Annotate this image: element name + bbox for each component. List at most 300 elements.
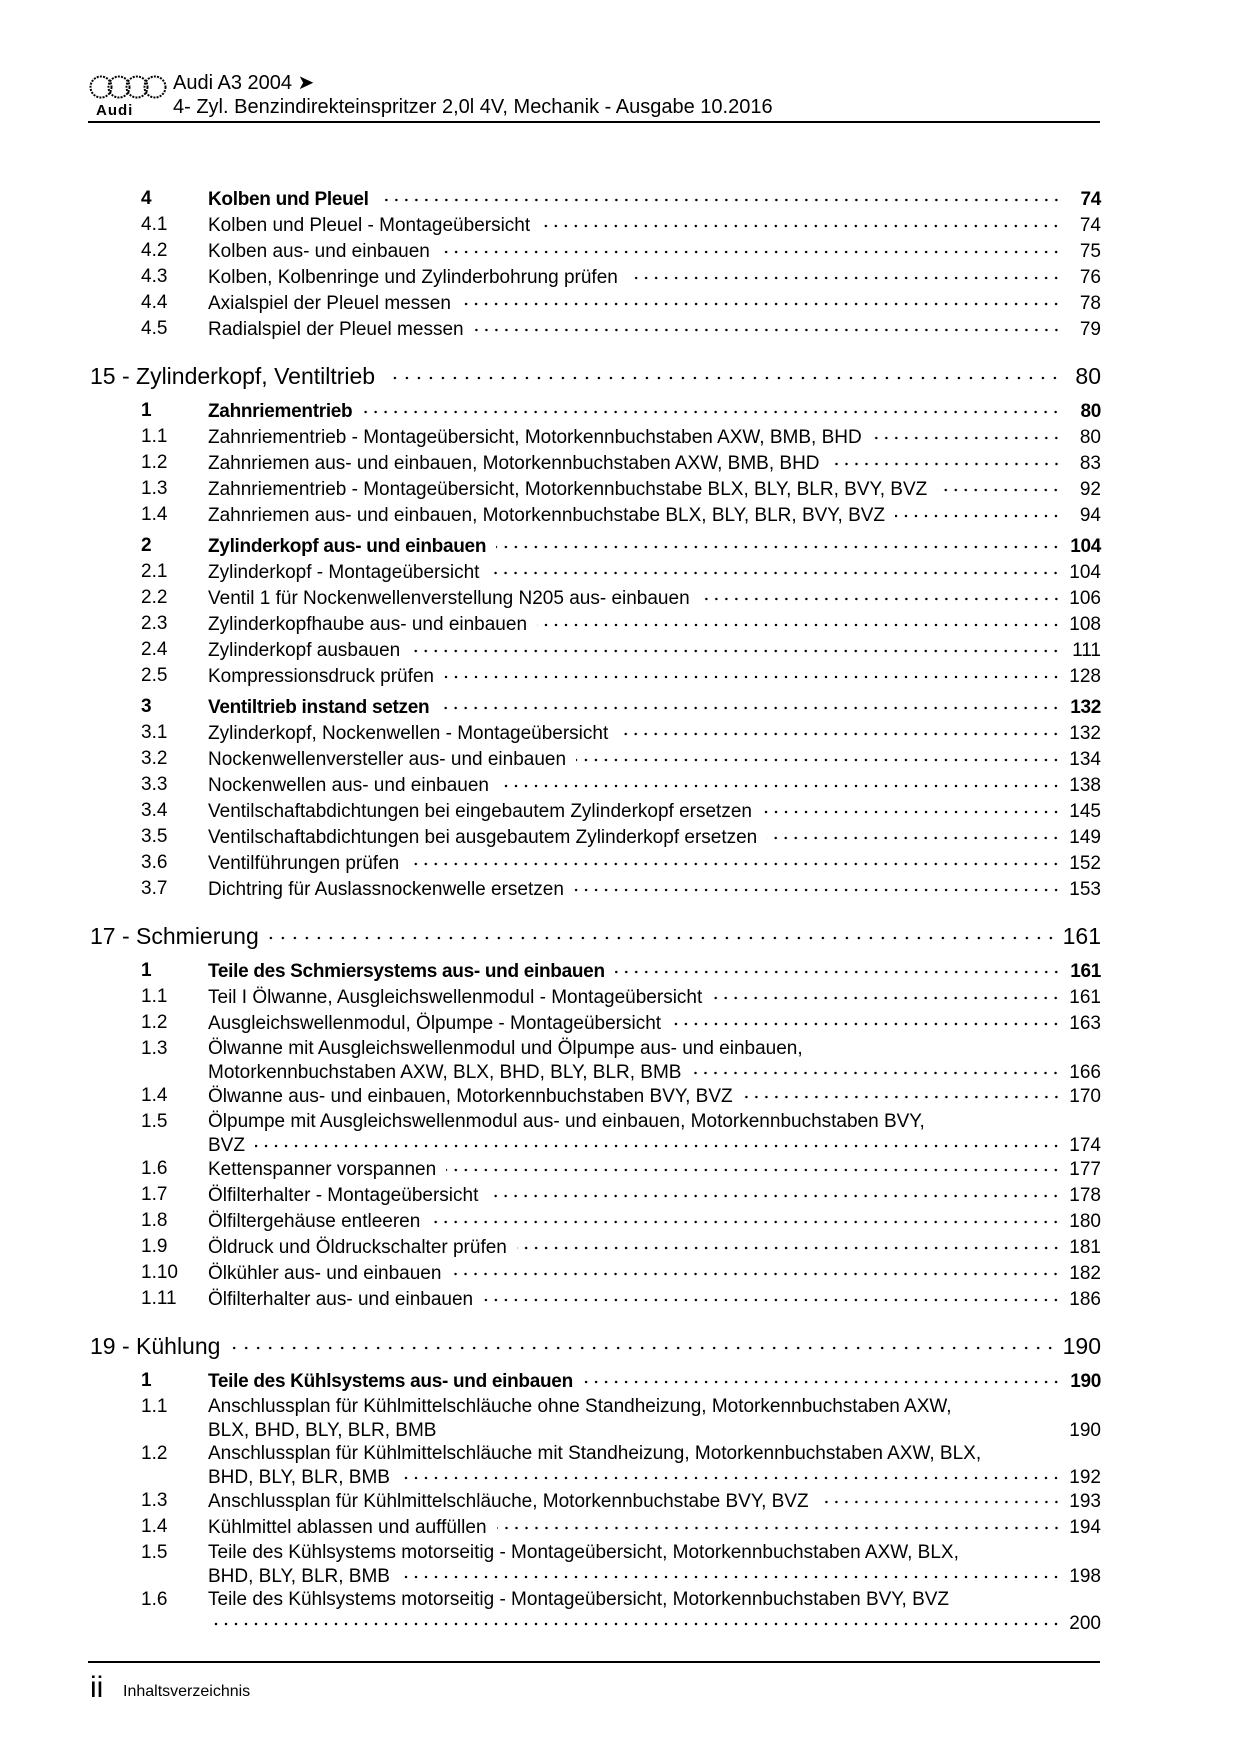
header-divider — [88, 121, 1100, 123]
toc-item[interactable] — [0, 1286, 1240, 1312]
toc-entry-body — [208, 398, 1101, 424]
toc-entry-title: 17 - Schmierung — [90, 923, 259, 949]
toc-page-number: 149 — [1069, 827, 1101, 848]
toc-section[interactable] — [0, 1368, 1240, 1394]
toc-entry-line — [208, 1396, 1101, 1417]
toc-entry-title: Zylinderkopf - Montageübersicht — [208, 562, 480, 583]
toc-entry-number: 1.5 — [141, 1542, 168, 1563]
toc-page-number: 74 — [1080, 189, 1101, 210]
toc-page-number: 145 — [1069, 801, 1101, 822]
toc-entry-line — [208, 984, 1101, 1010]
toc-entry-line — [208, 876, 1101, 902]
dot-leader — [483, 1286, 1061, 1305]
toc-entry-body — [208, 238, 1101, 264]
toc-item[interactable] — [0, 316, 1240, 342]
toc-entry-line — [208, 476, 1101, 502]
toc-entry-line — [90, 1330, 1101, 1363]
toc-entry-line — [208, 1156, 1101, 1182]
toc-item[interactable] — [0, 611, 1240, 637]
toc-entry-body — [208, 1182, 1101, 1208]
dot-leader — [385, 361, 1061, 384]
toc-entry-title: Radialspiel der Pleuel messen — [208, 319, 464, 340]
toc-entry-title: Ventilführungen prüfen — [208, 853, 400, 874]
toc-entry-line — [208, 1368, 1101, 1394]
dot-leader — [446, 1156, 1061, 1175]
toc-entry-line — [208, 424, 1101, 450]
toc-entry-number: 1.4 — [141, 1516, 168, 1537]
toc-entry-line — [208, 1417, 1101, 1441]
toc-entry-title: Nockenwellenversteller aus- und einbauen — [208, 749, 567, 770]
toc-entry-body — [208, 559, 1101, 585]
toc-chapter[interactable] — [0, 1330, 1240, 1363]
toc-entry-number: 4.4 — [141, 292, 168, 313]
toc-entry-body — [208, 984, 1101, 1010]
toc-item[interactable] — [0, 1488, 1240, 1514]
dot-leader — [517, 1234, 1061, 1253]
toc-page-number: 161 — [1069, 987, 1101, 1008]
dot-leader — [446, 1417, 1061, 1436]
toc-entry-line — [208, 1286, 1101, 1312]
toc-page-number: 108 — [1069, 614, 1101, 635]
toc-entry-number: 1.7 — [141, 1184, 168, 1205]
toc-entry-body — [208, 476, 1101, 502]
toc-entry-line — [208, 798, 1101, 824]
toc-entry-title: 19 - Kühlung — [90, 1333, 221, 1359]
toc-entry-body — [208, 1514, 1101, 1540]
model-title: Audi A3 2004 ➤ — [173, 72, 315, 94]
toc-entry-title: Teile des Kühlsystems motorseitig - Montageübersicht, Motorkennbuchstaben BVY, BVZ — [208, 1589, 950, 1610]
toc-entry-number: 2.4 — [141, 639, 168, 660]
toc-entry-title: Ölkühler aus- und einbauen — [208, 1263, 442, 1284]
toc-item[interactable] — [0, 424, 1240, 450]
toc-entry-body — [208, 1234, 1101, 1260]
toc-entry-number: 1 — [141, 400, 152, 421]
toc-page-number: 134 — [1069, 749, 1101, 770]
toc-item[interactable] — [0, 1587, 1240, 1634]
toc-entry-title: Ventilschaftabdichtungen bei eingebautem Zylinderkopf ersetzen — [208, 801, 752, 822]
toc-section[interactable] — [0, 533, 1240, 559]
toc-page-number: 186 — [1069, 1289, 1101, 1310]
toc-item[interactable] — [0, 1514, 1240, 1540]
dot-leader — [496, 533, 1061, 552]
toc-page-number: 152 — [1069, 853, 1101, 874]
toc-entry-line — [208, 720, 1101, 746]
dot-leader — [872, 424, 1061, 443]
toc-entry-body — [208, 876, 1101, 902]
toc-entry-title: Anschlussplan für Kühlmittelschläuche, Motorkennbuchstabe BVY, BVZ — [208, 1491, 809, 1512]
toc-page-number: 200 — [1069, 1613, 1101, 1634]
toc-page-number: 80 — [1080, 401, 1101, 422]
dot-leader — [700, 585, 1061, 604]
toc-chapter[interactable] — [0, 360, 1240, 393]
toc-entry-line — [208, 611, 1101, 637]
toc-entry-body — [208, 1260, 1101, 1286]
toc-entry-body — [208, 585, 1101, 611]
dot-leader — [451, 1260, 1061, 1279]
table-of-contents — [0, 181, 1240, 1634]
toc-entry-number: 3.3 — [141, 774, 168, 795]
dot-leader — [488, 1182, 1061, 1201]
toc-entry-line — [208, 1514, 1101, 1540]
toc-entry-number: 1.9 — [141, 1236, 168, 1257]
toc-entry-title: BLX, BHD, BLY, BLR, BMB — [208, 1420, 437, 1441]
toc-entry-number: 2.2 — [141, 587, 168, 608]
toc-entry-title: Kettenspanner vorspannen — [208, 1159, 437, 1180]
toc-entry-number: 1 — [141, 1370, 152, 1391]
toc-entry-line — [208, 1589, 1101, 1610]
toc-entry-body — [208, 316, 1101, 342]
toc-entry-title: Teile des Schmiersystems aus- und einbauen — [208, 961, 605, 982]
toc-entry-body — [208, 1396, 1101, 1441]
toc-section[interactable] — [0, 398, 1240, 424]
toc-page-number: 192 — [1069, 1467, 1101, 1488]
toc-entry-number: 1.10 — [141, 1262, 178, 1283]
dot-leader — [895, 502, 1061, 521]
toc-entry-body — [208, 1111, 1101, 1156]
toc-page-number: 104 — [1069, 562, 1101, 583]
toc-entry-title: Kolben, Kolbenringe und Zylinderbohrung prüfen — [208, 267, 618, 288]
toc-page-number: 76 — [1079, 267, 1101, 288]
dot-leader — [208, 1610, 1061, 1629]
toc-item[interactable] — [0, 984, 1240, 1010]
toc-item[interactable] — [0, 450, 1240, 476]
toc-page-number: 177 — [1069, 1159, 1101, 1180]
toc-entry-line — [208, 1182, 1101, 1208]
toc-entry-title: Kolben und Pleuel — [208, 189, 369, 210]
toc-entry-line — [208, 585, 1101, 611]
dot-leader — [497, 1514, 1061, 1533]
toc-entry-title: Anschlussplan für Kühlmittelschläuche mit Standheizung, Motorkennbuchstaben AXW, BLX, — [208, 1443, 982, 1464]
toc-entry-number: 3.6 — [141, 852, 168, 873]
toc-entry-title: Nockenwellen aus- und einbauen — [208, 775, 489, 796]
toc-entry-title: Kompressionsdruck prüfen — [208, 666, 434, 687]
toc-page-number: 190 — [1070, 1371, 1101, 1392]
toc-entry-line — [208, 398, 1101, 424]
dot-leader — [937, 476, 1061, 495]
toc-entry-number: 1.6 — [141, 1589, 168, 1610]
dot-leader — [618, 720, 1061, 739]
toc-entry-line — [208, 663, 1101, 689]
toc-page-number: 190 — [1062, 1333, 1101, 1359]
toc-page-number: 163 — [1069, 1013, 1101, 1034]
toc-item[interactable] — [0, 663, 1240, 689]
toc-item[interactable] — [0, 1234, 1240, 1260]
toc-page-number: 94 — [1079, 505, 1101, 526]
toc-entry-line — [208, 1038, 1101, 1059]
toc-entry-line — [208, 1443, 1101, 1464]
toc-page-number: 74 — [1079, 215, 1101, 236]
toc-entry-line — [208, 238, 1101, 264]
footer-label: Inhaltsverzeichnis — [123, 1683, 251, 1700]
toc-entry-number: 1.4 — [141, 1085, 168, 1106]
toc-item[interactable] — [0, 720, 1240, 746]
toc-entry-number: 1.6 — [141, 1158, 168, 1179]
toc-entry-line — [208, 1132, 1101, 1156]
toc-entry-line — [208, 850, 1101, 876]
toc-entry-line — [208, 1464, 1101, 1488]
toc-entry-number: 1.2 — [141, 452, 168, 473]
footer-divider — [88, 1661, 1100, 1663]
toc-item[interactable] — [0, 1036, 1240, 1083]
toc-entry-body — [208, 611, 1101, 637]
toc-page-number: 128 — [1069, 666, 1101, 687]
dot-leader — [410, 637, 1061, 656]
toc-entry-body — [208, 1208, 1101, 1234]
toc-entry-body — [208, 186, 1101, 212]
toc-chapter[interactable] — [0, 920, 1240, 953]
toc-entry-title: BVZ — [208, 1135, 245, 1156]
toc-entry-number: 2 — [141, 535, 152, 556]
toc-entry-title: Teil I Ölwanne, Ausgleichswellenmodul - Montageübersicht — [208, 987, 703, 1008]
toc-entry-body — [208, 850, 1101, 876]
toc-page-number: 79 — [1079, 319, 1101, 340]
toc-entry-number: 4.3 — [141, 266, 168, 287]
toc-item[interactable] — [0, 1083, 1240, 1109]
dot-leader — [762, 798, 1061, 817]
toc-page-number: 78 — [1079, 293, 1101, 314]
toc-entry-number: 1.3 — [141, 1038, 168, 1059]
toc-entry-number: 3.2 — [141, 748, 168, 769]
toc-entry-body — [208, 637, 1101, 663]
dot-leader — [574, 876, 1061, 895]
toc-entry-line — [208, 637, 1101, 663]
toc-entry-title: Kolben aus- und einbauen — [208, 241, 430, 262]
toc-entry-body — [208, 424, 1101, 450]
toc-entry-body — [90, 920, 1101, 953]
dot-leader — [540, 212, 1061, 231]
toc-page-number: 106 — [1069, 588, 1101, 609]
toc-item[interactable] — [0, 1010, 1240, 1036]
toc-entry-line — [208, 502, 1101, 528]
toc-entry-line — [90, 920, 1101, 953]
toc-entry-line — [208, 746, 1101, 772]
toc-item[interactable] — [0, 476, 1240, 502]
toc-entry-title: Ausgleichswellenmodul, Ölpumpe - Montageübersicht — [208, 1013, 662, 1034]
toc-item[interactable] — [0, 1109, 1240, 1156]
toc-entry-body — [208, 746, 1101, 772]
toc-page-number: 75 — [1079, 241, 1101, 262]
toc-item[interactable] — [0, 1394, 1240, 1441]
toc-item[interactable] — [0, 637, 1240, 663]
toc-entry-line — [90, 360, 1101, 393]
toc-page-number: 161 — [1062, 923, 1101, 949]
toc-entry-title: Dichtring für Auslassnockenwelle ersetzen — [208, 879, 564, 900]
toc-entry-title: Kolben und Pleuel - Montageübersicht — [208, 215, 531, 236]
toc-entry-body — [208, 1010, 1101, 1036]
toc-page-number: 194 — [1069, 1517, 1101, 1538]
toc-entry-body — [208, 212, 1101, 238]
toc-entry-title: Ölwanne aus- und einbauen, Motorkennbuchstaben BVY, BVZ — [208, 1086, 733, 1107]
toc-entry-body — [208, 264, 1101, 290]
dot-leader — [499, 772, 1061, 791]
toc-item[interactable] — [0, 559, 1240, 585]
toc-page-number: 198 — [1069, 1566, 1101, 1587]
toc-item[interactable] — [0, 824, 1240, 850]
dot-leader — [409, 850, 1061, 869]
dot-leader — [489, 559, 1061, 578]
toc-entry-number: 3.5 — [141, 826, 168, 847]
toc-item[interactable] — [0, 212, 1240, 238]
toc-entry-title: BHD, BLY, BLR, BMB — [208, 1566, 390, 1587]
toc-page-number: 111 — [1072, 640, 1101, 661]
toc-item[interactable] — [0, 1540, 1240, 1587]
toc-item[interactable] — [0, 1260, 1240, 1286]
toc-entry-line — [208, 1208, 1101, 1234]
toc-entry-number: 4.2 — [141, 240, 168, 261]
toc-item[interactable] — [0, 1208, 1240, 1234]
dot-leader — [691, 1059, 1061, 1078]
toc-entry-line — [208, 1542, 1101, 1563]
toc-item[interactable] — [0, 1156, 1240, 1182]
dot-leader — [583, 1368, 1061, 1387]
document-subtitle: 4- Zyl. Benzindirekteinspritzer 2,0l 4V, Mechanik - Ausgabe 10.2016 — [173, 96, 773, 118]
toc-entry-title: Ölfiltergehäuse entleeren — [208, 1211, 421, 1232]
toc-entry-number: 2.1 — [141, 561, 168, 582]
toc-section[interactable] — [0, 694, 1240, 720]
toc-entry-body — [208, 720, 1101, 746]
toc-page-number: 132 — [1070, 697, 1101, 718]
toc-section[interactable] — [0, 958, 1240, 984]
dot-leader — [615, 958, 1061, 977]
dot-leader — [712, 984, 1061, 1003]
dot-leader — [671, 1010, 1061, 1029]
audi-wordmark: Audi — [96, 102, 134, 119]
toc-entry-body — [208, 1542, 1101, 1587]
toc-entry-body — [90, 1330, 1101, 1363]
toc-entry-number: 3 — [141, 696, 152, 717]
toc-entry-number: 1.2 — [141, 1012, 168, 1033]
toc-entry-title: Zahnriementrieb - Montageübersicht, Motorkennbuchstabe BLX, BLY, BLR, BVY, BVZ — [208, 479, 928, 500]
toc-entry-number: 3.4 — [141, 800, 168, 821]
page-number: ii — [90, 1671, 104, 1704]
toc-entry-body — [208, 1038, 1101, 1083]
toc-entry-title: Zahnriementrieb — [208, 401, 353, 422]
toc-page-number: 80 — [1079, 427, 1101, 448]
toc-item[interactable] — [0, 1182, 1240, 1208]
dot-leader — [819, 1488, 1061, 1507]
toc-entry-body — [208, 1083, 1101, 1109]
toc-entry-body — [208, 290, 1101, 316]
toc-entry-body — [208, 502, 1101, 528]
toc-entry-line — [208, 958, 1101, 984]
toc-entry-body — [208, 1286, 1101, 1312]
dot-leader — [400, 1464, 1061, 1483]
toc-entry-body — [208, 663, 1101, 689]
toc-entry-title: 15 - Zylinderkopf, Ventiltrieb — [90, 363, 376, 389]
dot-leader — [379, 186, 1061, 205]
toc-page-number: 180 — [1069, 1211, 1101, 1232]
toc-entry-title: Zylinderkopf aus- und einbauen — [208, 536, 487, 557]
dot-leader — [576, 746, 1061, 765]
toc-entry-number: 1.3 — [141, 1490, 168, 1511]
toc-page-number: 170 — [1069, 1086, 1101, 1107]
toc-page-number: 193 — [1069, 1491, 1101, 1512]
toc-item[interactable] — [0, 798, 1240, 824]
toc-section[interactable] — [0, 186, 1240, 212]
toc-entry-title: Ölpumpe mit Ausgleichswellenmodul aus- und einbauen, Motorkennbuchstaben BVY, — [208, 1111, 925, 1132]
toc-item[interactable] — [0, 876, 1240, 902]
toc-entry-title: Kühlmittel ablassen und auffüllen — [208, 1517, 487, 1538]
toc-entry-line — [208, 450, 1101, 476]
toc-entry-body — [208, 1589, 1101, 1634]
toc-entry-title: Teile des Kühlsystems aus- und einbauen — [208, 1371, 573, 1392]
dot-leader — [440, 238, 1061, 257]
toc-item[interactable] — [0, 746, 1240, 772]
toc-entry-line — [208, 1610, 1101, 1634]
toc-entry-line — [208, 1059, 1101, 1083]
toc-item[interactable] — [0, 1441, 1240, 1488]
dot-leader — [255, 1132, 1061, 1151]
toc-item[interactable] — [0, 585, 1240, 611]
toc-entry-body — [208, 450, 1101, 476]
toc-entry-body — [208, 798, 1101, 824]
toc-entry-line — [208, 264, 1101, 290]
dot-leader — [362, 398, 1061, 417]
toc-entry-number: 1.3 — [141, 478, 168, 499]
toc-entry-line — [208, 316, 1101, 342]
dot-leader — [474, 316, 1061, 335]
toc-entry-body — [90, 360, 1101, 393]
toc-entry-number: 3.7 — [141, 878, 168, 899]
toc-entry-body — [208, 533, 1101, 559]
toc-entry-line — [208, 1488, 1101, 1514]
dot-leader — [461, 290, 1061, 309]
toc-entry-number: 1 — [141, 960, 152, 981]
toc-entry-body — [208, 1368, 1101, 1394]
toc-entry-number: 2.5 — [141, 665, 168, 686]
toc-entry-number: 1.5 — [141, 1111, 168, 1132]
toc-item[interactable] — [0, 290, 1240, 316]
toc-entry-number: 1.2 — [141, 1443, 168, 1464]
toc-entry-line — [208, 186, 1101, 212]
toc-entry-number: 4.1 — [141, 214, 168, 235]
dot-leader — [430, 1208, 1061, 1227]
toc-entry-title: Öldruck und Öldruckschalter prüfen — [208, 1237, 507, 1258]
toc-entry-line — [208, 772, 1101, 798]
toc-entry-number: 1.1 — [141, 1396, 168, 1417]
toc-item[interactable] — [0, 850, 1240, 876]
dot-leader — [767, 824, 1061, 843]
toc-entry-title: Anschlussplan für Kühlmittelschläuche ohne Standheizung, Motorkennbuchstaben AXW, — [208, 1396, 952, 1417]
toc-item[interactable] — [0, 238, 1240, 264]
toc-entry-line — [208, 1010, 1101, 1036]
toc-entry-line — [208, 290, 1101, 316]
toc-item[interactable] — [0, 772, 1240, 798]
toc-entry-body — [208, 824, 1101, 850]
toc-entry-title: Ventilschaftabdichtungen bei ausgebautem Zylinderkopf ersetzen — [208, 827, 758, 848]
toc-entry-title: Ventil 1 für Nockenwellenverstellung N205 aus- einbauen — [208, 588, 690, 609]
toc-entry-number: 4.5 — [141, 318, 168, 339]
toc-entry-line — [208, 1563, 1101, 1587]
dot-leader — [230, 1331, 1056, 1354]
toc-entry-line — [208, 559, 1101, 585]
toc-entry-line — [208, 1083, 1101, 1109]
toc-page-number: 190 — [1069, 1420, 1101, 1441]
toc-entry-line — [208, 824, 1101, 850]
toc-entry-body — [208, 1156, 1101, 1182]
toc-entry-line — [208, 1234, 1101, 1260]
toc-entry-title: Ölfilterhalter aus- und einbauen — [208, 1289, 474, 1310]
toc-entry-body — [208, 1443, 1101, 1488]
toc-entry-body — [208, 958, 1101, 984]
toc-item[interactable] — [0, 502, 1240, 528]
dot-leader — [439, 694, 1061, 713]
toc-entry-number: 1.4 — [141, 504, 168, 525]
toc-entry-number: 4 — [141, 188, 152, 209]
toc-page-number: 182 — [1069, 1263, 1101, 1284]
toc-item[interactable] — [0, 264, 1240, 290]
audi-rings-logo — [88, 74, 168, 100]
